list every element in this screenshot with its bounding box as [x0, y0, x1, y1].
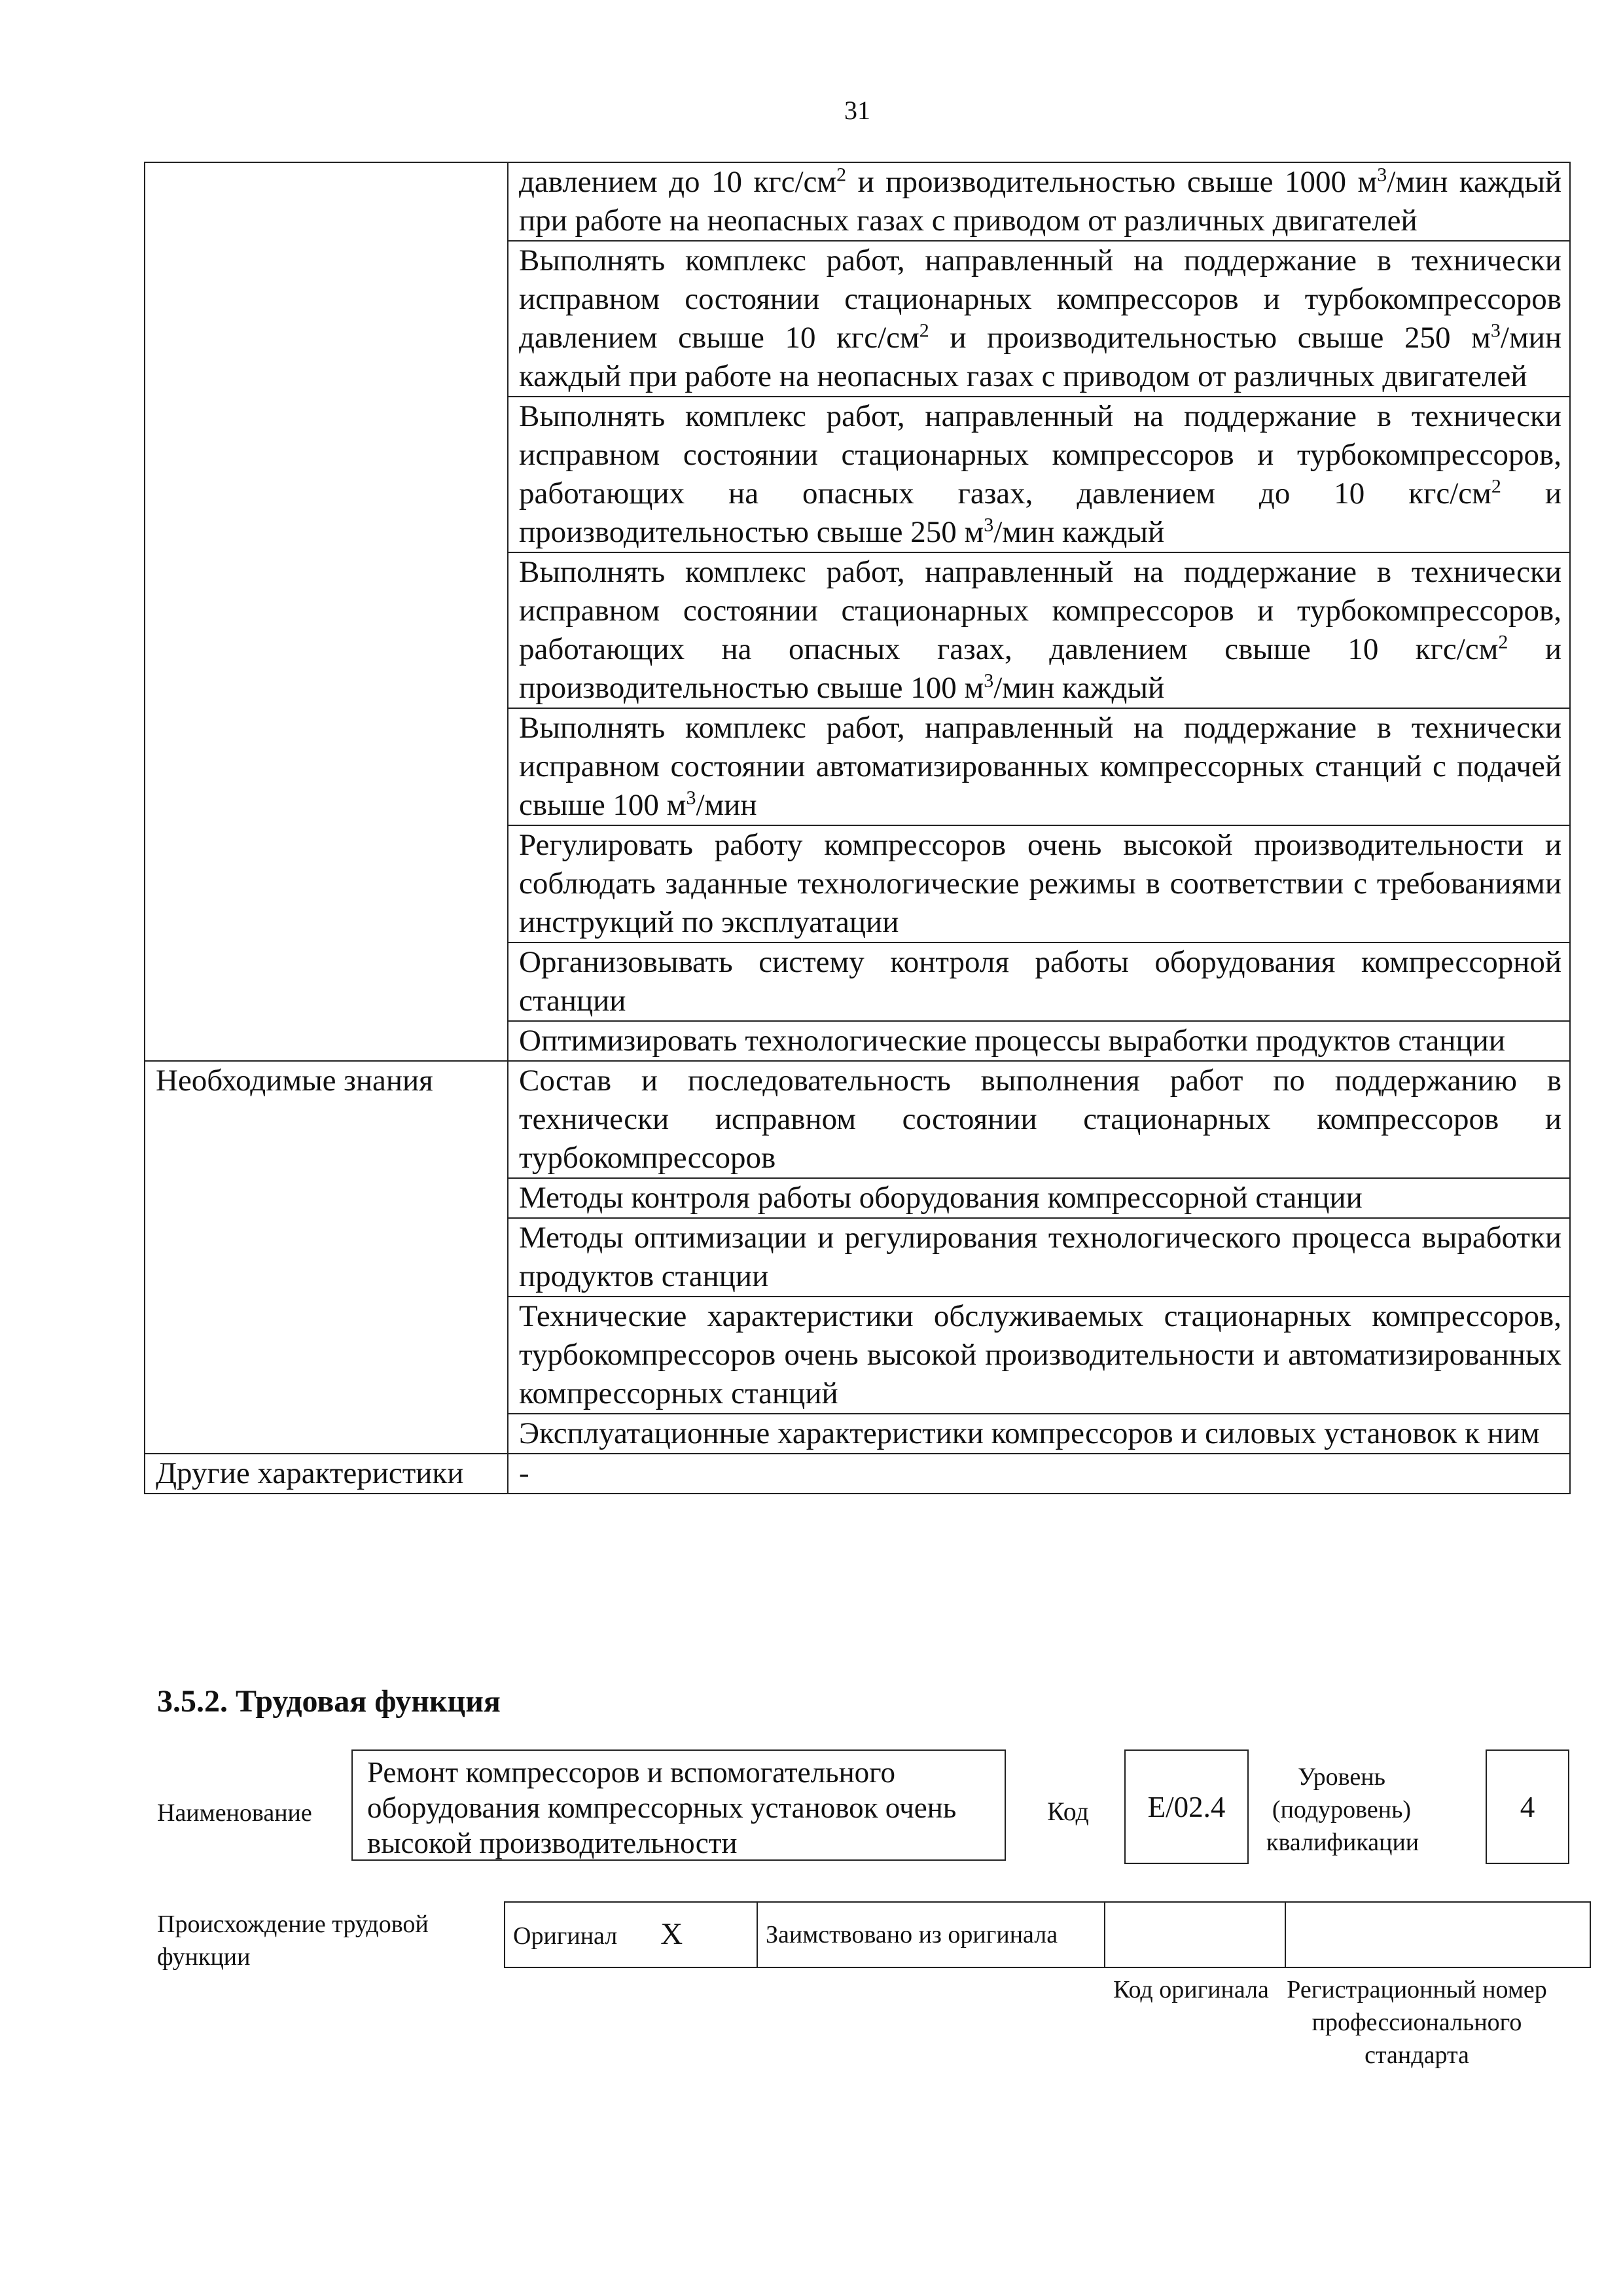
origin-reg-caption: Регистрационный номер профессионального стандарта	[1287, 1976, 1547, 2069]
table-cell	[508, 1414, 1570, 1454]
cell-text: Методы оптимизации и регулирования технологического процесса выработки продуктов станции	[519, 1221, 1561, 1293]
other-value-cell: -	[508, 1454, 1570, 1494]
cell-text: Организовывать систему контроля работы оборудования компрессорной станции	[519, 945, 1561, 1018]
code-label: Код	[1047, 1797, 1089, 1826]
origin-original-cell	[505, 1902, 757, 1967]
origin-label: Происхождение трудовой функции	[157, 1910, 429, 1971]
table-cell	[508, 1218, 1570, 1297]
superscript: 2	[836, 164, 847, 186]
cell-text: /мин каждый	[993, 671, 1165, 705]
table-cell	[508, 1178, 1570, 1218]
table-cell	[508, 552, 1570, 708]
cell-text: Технические характеристики обслуживаемых стационарных компрессоров, турбокомпрессоров очень высокой производительности и автоматизированных компрессорных станций	[519, 1299, 1561, 1410]
table-cell	[508, 162, 1570, 241]
table-cell	[508, 397, 1570, 552]
origin-borrowed-label: Заимствовано из оригинала	[766, 1921, 1058, 1948]
skills-label-cell	[145, 162, 508, 1061]
origin-code-caption: Код оригинала	[1113, 1976, 1269, 2003]
origin-table	[504, 1901, 1591, 1968]
knowledge-row	[145, 1061, 1570, 1178]
cell-text: и производительностью свыше 250 м	[519, 476, 1561, 549]
function-name-label: Наименование	[157, 1799, 312, 1827]
superscript: 3	[1490, 319, 1501, 342]
page-number: 31	[844, 96, 870, 125]
table-cell	[508, 1061, 1570, 1178]
cell-text: Выполнять комплекс работ, направленный на поддержание в технически исправном состоянии стационарных компрессоров и турбокомпрессоров, работающих на опасных газах, давлением свыше 10 кгс/см	[519, 555, 1561, 666]
origin-reg-number-cell	[1285, 1902, 1590, 1967]
knowledge-label-cell: Необходимые знания	[145, 1061, 508, 1454]
table-cell	[508, 942, 1570, 1021]
table-cell	[508, 708, 1570, 825]
table-cell	[508, 1021, 1570, 1061]
superscript: 3	[1377, 164, 1387, 186]
superscript: 3	[984, 514, 994, 536]
cell-text: давлением до 10 кгс/см	[519, 165, 837, 199]
cell-text: Состав и последовательность выполнения работ по поддержанию в технически исправном состоянии стационарных компрессоров и турбокомпрессоров	[519, 1064, 1561, 1175]
table-cell	[508, 241, 1570, 397]
cell-text: и производительностью свыше 250 м	[929, 321, 1491, 355]
cell-text: Оптимизировать технологические процессы выработки продуктов станции	[519, 1024, 1505, 1058]
code-box: E/02.4	[1124, 1749, 1249, 1864]
superscript: 2	[1498, 631, 1508, 653]
table-cell	[508, 825, 1570, 942]
cell-text: и производительностью свыше 100 м	[519, 632, 1562, 705]
skills-row	[145, 162, 1570, 241]
origin-borrowed-cell	[757, 1902, 1105, 1967]
cell-text: /мин каждый при работе на неопасных газах с приводом от различных двигателей	[519, 165, 1561, 238]
cell-text: Методы контроля работы оборудования компрессорной станции	[519, 1181, 1363, 1215]
superscript: 2	[1491, 475, 1501, 497]
superscript: 2	[919, 319, 929, 342]
cell-text: Выполнять комплекс работ, направленный на поддержание в технически исправном состоянии стационарных компрессоров и турбокомпрессоров, работающих на опасных газах, давлением до 10 кгс/см	[519, 399, 1561, 511]
cell-text: Эксплуатационные характеристики компрессоров и силовых установок к ним	[519, 1416, 1540, 1450]
cell-text: Регулировать работу компрессоров очень высокой производительности и соблюдать заданные технологические режимы в соответствии с требованиями инструкций по эксплуатации	[519, 828, 1561, 939]
origin-code-cell	[1105, 1902, 1285, 1967]
table-cell	[508, 1297, 1570, 1414]
cell-text: Выполнять комплекс работ, направленный на поддержание в технически исправном состоянии автоматизированных компрессорных станций с подачей свыше 100 м	[519, 711, 1561, 822]
cell-text: Выполнять комплекс работ, направленный на поддержание в технически исправном состоянии стационарных компрессоров и турбокомпрессоров давлением свыше 10 кгс/см	[519, 243, 1561, 355]
superscript: 3	[686, 787, 696, 809]
competency-table	[144, 162, 1571, 1494]
origin-original-label: Оригинал	[513, 1922, 618, 1950]
cell-text: /мин каждый при работе на неопасных газах с приводом от различных двигателей	[519, 321, 1561, 393]
cell-text: /мин каждый	[993, 515, 1165, 549]
origin-original-mark: X	[660, 1916, 683, 1951]
superscript: 3	[984, 670, 994, 692]
qualification-level-box: 4	[1486, 1749, 1569, 1864]
cell-text: /мин	[696, 788, 757, 822]
function-name-box: Ремонт компрессоров и вспомогательного оборудования компрессорных установок очень высокой производительности	[351, 1749, 1006, 1861]
qualification-level-label: Уровень (подуровень) квалификации	[1266, 1763, 1419, 1856]
other-label-cell: Другие характеристики	[145, 1454, 508, 1494]
other-row	[145, 1454, 1570, 1494]
section-heading: 3.5.2. Трудовая функция	[157, 1684, 501, 1719]
cell-text: и производительностью свыше 1000 м	[846, 165, 1378, 199]
